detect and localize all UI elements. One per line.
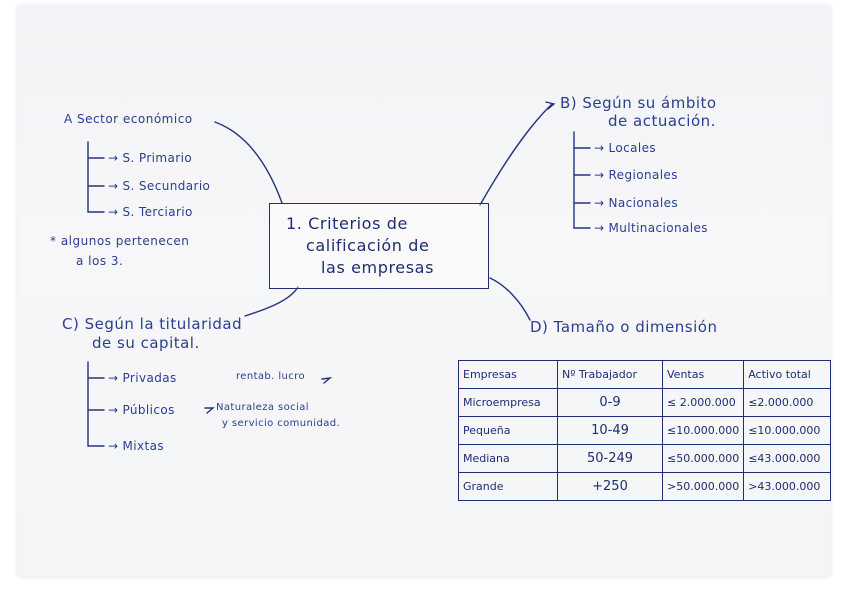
table-cell: ≤43.000.000: [744, 445, 831, 473]
a-item: → S. Secundario: [108, 179, 211, 193]
section-b-title-line2: de actuación.: [608, 112, 716, 130]
arrow-bullet-icon: →: [594, 196, 605, 210]
section-a-note-line2: a los 3.: [76, 254, 124, 268]
section-d-title: D) Tamaño o dimensión: [530, 318, 718, 336]
table-cell: +250: [558, 473, 663, 501]
table-cell: Mediana: [459, 445, 558, 473]
arrow-bullet-icon: →: [108, 151, 119, 165]
connector-d: [490, 278, 530, 320]
company-size-table: [458, 360, 831, 501]
table-header-row: [459, 361, 831, 389]
arrow-bullet-icon: →: [108, 439, 119, 453]
b-item: → Nacionales: [594, 196, 678, 210]
a-item: → S. Terciario: [108, 205, 193, 219]
c-item: → Privadas: [108, 371, 177, 385]
c-item-detail: Naturaleza social: [216, 402, 309, 413]
c-item: → Mixtas: [108, 439, 164, 453]
table-cell: ≤10.000.000: [663, 417, 744, 445]
table-cell: 0-9: [558, 389, 663, 417]
arrow-bullet-icon: →: [594, 221, 605, 235]
table-cell: 10-49: [558, 417, 663, 445]
table-header-cell: Ventas: [663, 361, 744, 389]
central-topic-line3: las empresas: [321, 258, 435, 277]
table-cell: ≤2.000.000: [744, 389, 831, 417]
table-row: [459, 417, 831, 445]
table-cell: 50-249: [558, 445, 663, 473]
arrow-bullet-icon: →: [108, 179, 119, 193]
b-item: → Regionales: [594, 168, 678, 182]
connector-b: [480, 104, 552, 205]
table-header-cell: Empresas: [459, 361, 558, 389]
c-item-detail: rentab. lucro: [236, 371, 305, 382]
section-c-title-line1: C) Según la titularidad: [62, 315, 243, 333]
c-item-detail: y servicio comunidad.: [222, 418, 341, 429]
arrow-bullet-icon: →: [108, 371, 119, 385]
b-item: → Locales: [594, 141, 657, 155]
section-a-title: A Sector económico: [64, 112, 193, 126]
connector-c: [245, 287, 298, 316]
arrow-bullet-icon: →: [594, 141, 605, 155]
table-cell: >43.000.000: [744, 473, 831, 501]
table-cell: Microempresa: [459, 389, 558, 417]
connector-a: [215, 122, 282, 203]
section-a-note-line1: * algunos pertenecen: [50, 234, 190, 248]
table-cell: >50.000.000: [663, 473, 744, 501]
arrow-bullet-icon: →: [108, 205, 119, 219]
section-c-title-line2: de su capital.: [92, 334, 200, 352]
arrow-bullet-icon: →: [594, 168, 605, 182]
table-row: [459, 473, 831, 501]
table-cell: Pequeña: [459, 417, 558, 445]
table-cell: ≤ 2.000.000: [663, 389, 744, 417]
arrow-bullet-icon: →: [108, 403, 119, 417]
table-cell: ≤50.000.000: [663, 445, 744, 473]
table-row: [459, 389, 831, 417]
central-topic-line2: calificación de: [306, 236, 430, 255]
table-header-cell: Nº Trabajador: [558, 361, 663, 389]
table-row: [459, 445, 831, 473]
central-topic-line1: 1. Criterios de: [286, 214, 408, 233]
a-item: → S. Primario: [108, 151, 193, 165]
table-cell: Grande: [459, 473, 558, 501]
b-item: → Multinacionales: [594, 221, 708, 235]
table-cell: ≤10.000.000: [744, 417, 831, 445]
section-b-title-line1: B) Según su ámbito: [560, 94, 717, 112]
table-header-cell: Activo total: [744, 361, 831, 389]
c-item: → Públicos: [108, 403, 175, 417]
